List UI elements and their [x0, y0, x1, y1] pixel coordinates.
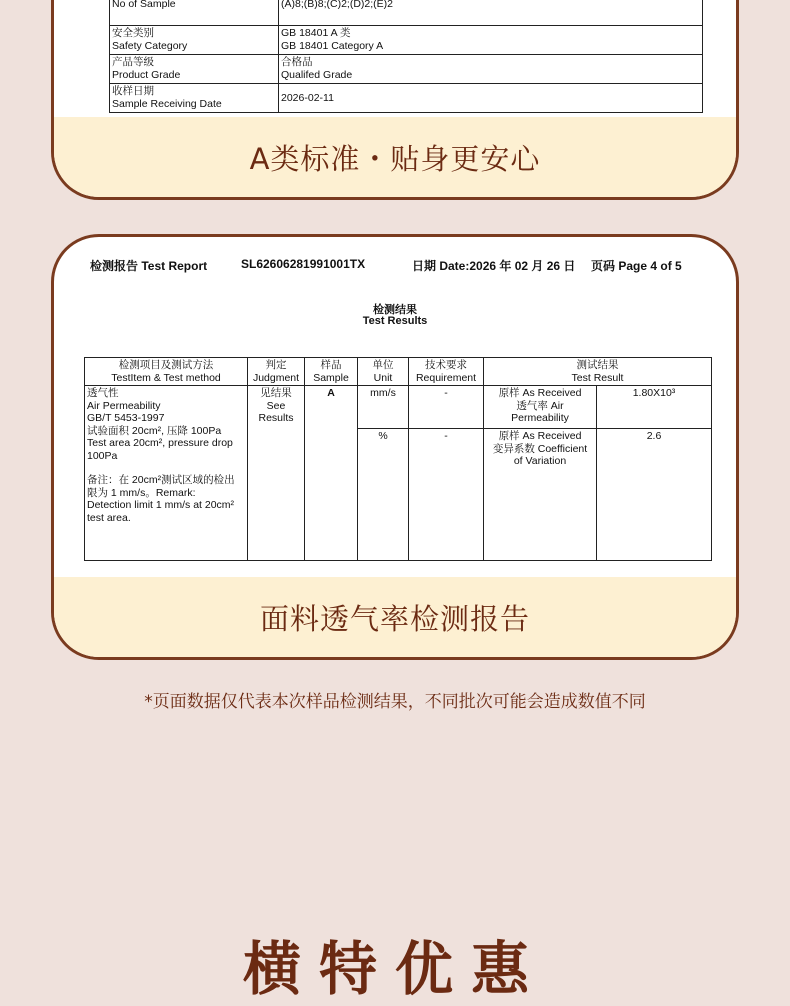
report-card-top	[51, 0, 739, 200]
result-value-cell: 2.6	[597, 429, 712, 561]
header-cn: 单位	[372, 359, 394, 371]
header-cn: 样品	[320, 359, 342, 371]
row-label: Product Grade	[112, 68, 181, 81]
header-en: Requirement	[415, 371, 477, 384]
test-results-table	[84, 357, 712, 561]
section-title-en: Test Results	[362, 315, 428, 327]
item-line: 备注：在 20cm²测试区域的检出	[87, 474, 235, 486]
report-banner: 面料透气率检测报告	[54, 577, 736, 657]
table-row	[110, 0, 703, 26]
table-row	[110, 26, 703, 55]
row-label-cn: 产品等级	[112, 56, 154, 68]
header-cn: 检测项目及测试方法	[118, 359, 214, 371]
item-line: GB/T 5453-1997	[87, 412, 165, 424]
spacer	[87, 462, 245, 474]
item-line: 透气性	[87, 387, 119, 399]
sample-cell: A	[305, 386, 358, 561]
header-en: Sample	[313, 371, 349, 384]
unit-cell: mm/s	[358, 386, 409, 429]
test-report-card	[51, 234, 739, 660]
disclaimer-note: *页面数据仅代表本次样品检测结果，不同批次可能会造成数值不同	[144, 692, 646, 712]
report-date: 日期 Date:2026 年 02 月 26 日	[412, 259, 576, 273]
report-title: 检测报告 Test Report	[90, 259, 208, 273]
report-number: SL62606281991001TX	[241, 257, 366, 271]
table-header-row	[85, 358, 712, 386]
header-en: Test Result	[571, 371, 624, 384]
row-value-cn: GB 18401 A 类	[281, 27, 351, 39]
row-value: 2026-02-11	[281, 91, 334, 104]
desc-line: 变异系数 Coefficient	[492, 442, 588, 455]
row-label-cn: 安全类别	[112, 27, 154, 39]
requirement-cell: -	[409, 386, 484, 429]
judgment-cn: 见结果	[260, 387, 292, 399]
row-value: Qualifed Grade	[281, 68, 353, 81]
row-label-cn: 收样日期	[112, 85, 154, 97]
row-label: No of Sample	[112, 0, 176, 10]
safety-banner: A类标准・贴身更安心	[54, 117, 736, 197]
header-cn: 技术要求	[425, 359, 467, 371]
item-line: 限为 1 mm/s。Remark:	[87, 486, 196, 499]
header-cn: 判定	[265, 359, 287, 371]
header-en: TestItem & Test method	[111, 371, 221, 384]
table-row	[110, 84, 703, 113]
row-label: Safety Category	[112, 39, 188, 52]
desc-line: Permeability	[511, 412, 569, 424]
unit-cell: %	[358, 429, 409, 561]
item-line: 试验面积 20cm², 压降 100Pa	[87, 424, 222, 437]
sample-info-table	[109, 0, 703, 113]
header-en: Unit	[373, 371, 393, 384]
requirement-cell: -	[409, 429, 484, 561]
desc-line: 透气率 Air	[516, 399, 564, 412]
row-label: Sample Receiving Date	[112, 97, 222, 110]
desc-line: 原样 As Received	[498, 387, 582, 399]
row-value: GB 18401 Category A	[281, 39, 384, 52]
item-line: Detection limit 1 mm/s at 20cm²	[87, 499, 235, 511]
desc-line: 原样 As Received	[498, 430, 582, 442]
item-line: Test area 20cm², pressure drop	[87, 437, 233, 449]
row-value-cn: 合格品	[281, 56, 313, 68]
item-line: 100Pa	[87, 449, 118, 462]
judgment-en: Results	[258, 412, 294, 424]
desc-line: of Variation	[513, 455, 567, 467]
test-item-cell	[85, 386, 248, 561]
row-value: (A)8;(B)8;(C)2;(D)2;(E)2	[281, 0, 394, 10]
bottom-heading: 横特优惠	[242, 935, 547, 1003]
result-desc-cell	[484, 386, 597, 429]
table-row	[110, 55, 703, 84]
judgment-en: See	[266, 399, 286, 412]
section-title-cn: 检测结果	[373, 304, 417, 316]
judgment-cell	[248, 386, 305, 561]
report-page: 页码 Page 4 of 5	[591, 259, 682, 273]
item-line: Air Permeability	[87, 399, 161, 412]
header-en: Judgment	[252, 371, 300, 384]
table-row	[85, 386, 712, 429]
header-cn: 测试结果	[576, 359, 619, 371]
item-line: test area.	[87, 511, 131, 524]
result-desc-cell	[484, 429, 597, 561]
result-value-cell: 1.80X10³	[597, 386, 712, 429]
